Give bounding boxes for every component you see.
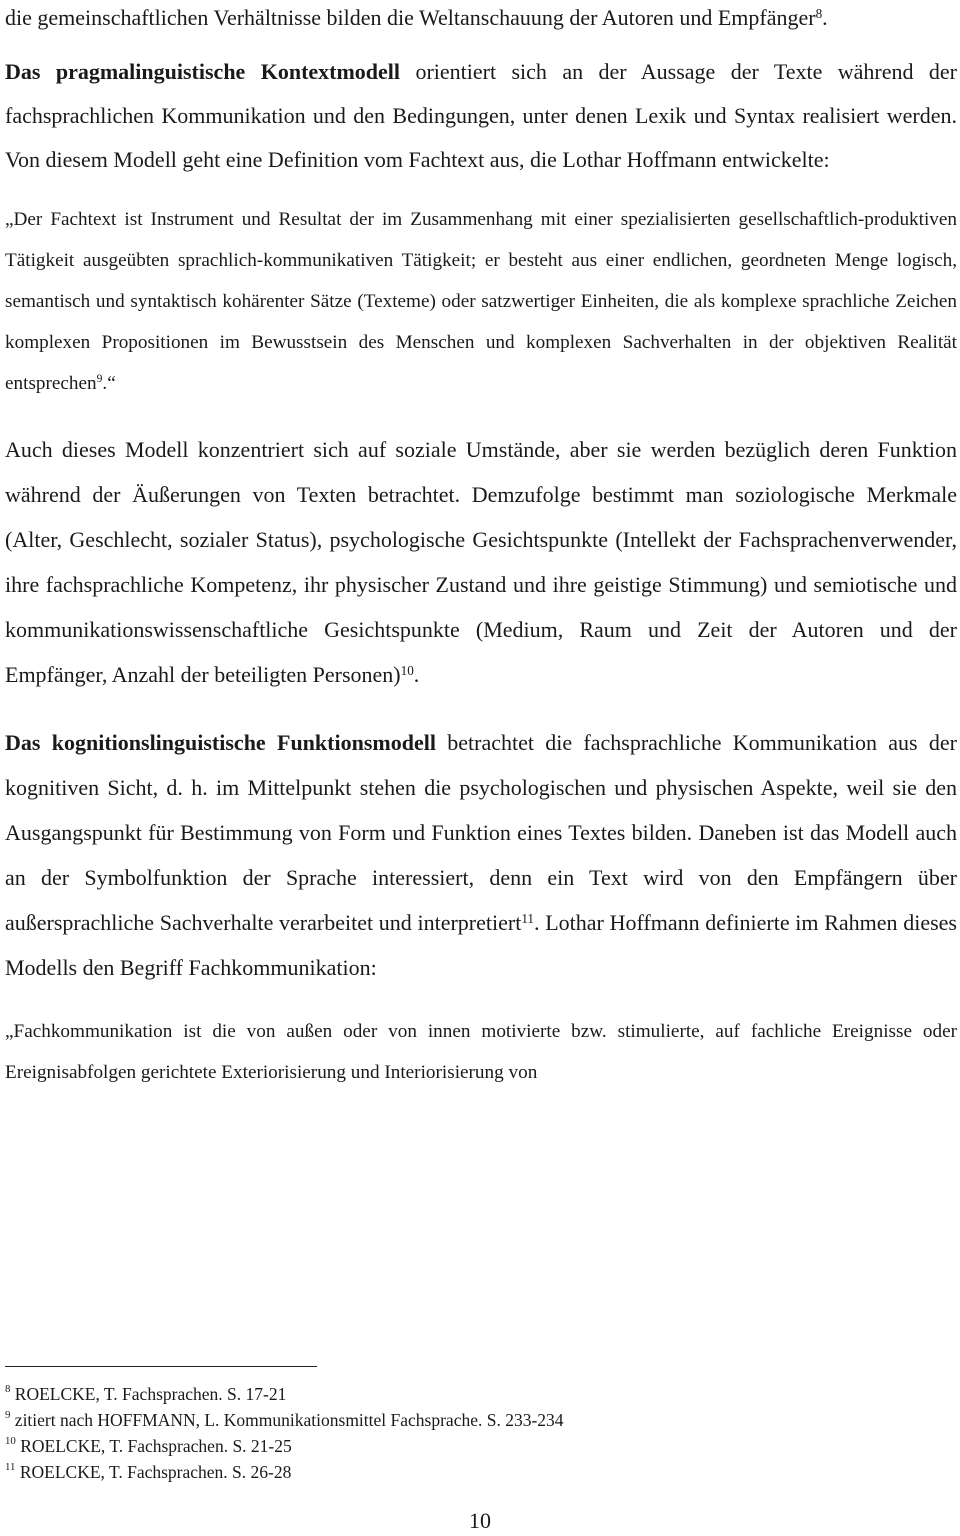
- footnote-number: 9: [5, 1409, 11, 1421]
- footnote-text: ROELCKE, T. Fachsprachen. S. 26-28: [15, 1462, 292, 1482]
- page-body: [5, 0, 957, 1093]
- footnote-number: 10: [5, 1435, 16, 1447]
- footnote: [5, 1381, 564, 1407]
- page-number: 10: [469, 1508, 491, 1533]
- footnote-text: ROELCKE, T. Fachsprachen. S. 21-25: [15, 1436, 292, 1456]
- paragraph-continuation: [5, 0, 957, 36]
- bold-term: Das pragmalinguistische Kontextmodell: [5, 59, 401, 84]
- paragraph-text: orientiert sich an der Aussage der Texte während der fachsprachlichen Kommunikation und den Bedingungen, unter denen Lexik und Syntax realisiert werden. Von diesem Modell geht eine Definition vom Fachtext aus, die Lothar Hoffmann entwickelte:: [5, 59, 957, 172]
- footnote: [5, 1459, 564, 1485]
- paragraph-pragmalinguistic-model: [5, 50, 957, 182]
- paragraph-text: Auch dieses Modell konzentriert sich auf soziale Umstände, aber sie werden bezüglich deren Funktion während der Äußerungen von Texten betrachtet. Demzufolge bestimmt man soziologische Merkmale (Alter, Geschlecht, sozialer Status), psychologische Gesichtspunkte (Intellekt der Fachsprachenverwender, ihre fachsprachliche Kompetenz, ihr physischer Zustand und ihre geistige Stimmung) und semiotische und kommunikationswissenschaftliche Gesichtspunkte (Medium, Raum und Zeit der Autoren und der Empfänger, Anzahl der beteiligten Personen): [5, 437, 957, 687]
- open-quote: „: [5, 209, 14, 230]
- footnote-ref[interactable]: 10: [400, 663, 414, 678]
- quote-text: Fachkommunikation ist die von außen oder von innen motivierte bzw. stimulierte, auf fachliche Ereignisse oder Ereignisabfolgen gerichtete Exteriorisierung und Interiorisierung von: [5, 1021, 957, 1083]
- punctuation: .: [822, 5, 828, 30]
- footnote-ref[interactable]: 8: [815, 6, 823, 21]
- paragraph-text: die gemeinschaftlichen Verhältnisse bilden die Weltanschauung der Autoren und Empfänger: [5, 5, 816, 30]
- paragraph-social-factors: [5, 427, 957, 697]
- footnote-number: 11: [5, 1461, 16, 1473]
- quote-fachkommunikation-definition: [5, 1011, 957, 1093]
- open-quote: „: [5, 1021, 14, 1042]
- bold-term: Das kognitionslinguistische Funktionsmodell: [5, 730, 436, 755]
- footnote: [5, 1433, 564, 1459]
- footnote-ref[interactable]: 9: [96, 373, 103, 385]
- footnote: [5, 1407, 564, 1433]
- paragraph-text: . Lothar Hoffmann definierte im Rahmen dieses Modells den Begriff Fachkommunikation:: [5, 910, 957, 980]
- footnote-ref[interactable]: 11: [521, 911, 535, 926]
- paragraph-cognitive-model: [5, 720, 957, 990]
- close-quote: .“: [102, 373, 116, 394]
- punctuation: .: [413, 662, 420, 687]
- footnote-separator: [5, 1366, 317, 1367]
- paragraph-text: betrachtet die fachsprachliche Kommunikation aus der kognitiven Sicht, d. h. im Mittelpunkt stehen die psychologischen und physischen Aspekte, weil sie den Ausgangspunkt für Bestimmung von Form und Funktion eines Textes bilden. Daneben ist das Modell auch an der Symbolfunktion der Sprache interessiert, denn ein Text wird von den Empfängern über außersprachliche Sachverhalte verarbeitet und interpretiert: [5, 730, 957, 935]
- quote-fachtext-definition: [5, 199, 957, 404]
- quote-text: Der Fachtext ist Instrument und Resultat der im Zusammenhang mit einer spezialisierten gesellschaftlich-produktiven Tätigkeit ausgeübten sprachlich-kommunikativen Tätigkeit; er besteht aus einer endlichen, geordneten Menge logisch, semantisch und syntaktisch kohärenter Sätze (Texteme) oder satzwertiger Einheiten, die als komplexe sprachliche Zeichen komplexen Propositionen im Bewusstsein des Menschen und komplexen Sachverhalten in der objektiven Realität entsprechen: [5, 209, 957, 394]
- footnote-number: 8: [5, 1383, 11, 1395]
- footnote-text: ROELCKE, T. Fachsprachen. S. 17-21: [10, 1384, 287, 1404]
- footnotes: [5, 1381, 564, 1485]
- footnote-text: zitiert nach HOFFMANN, L. Kommunikationsmittel Fachsprache. S. 233-234: [10, 1410, 564, 1430]
